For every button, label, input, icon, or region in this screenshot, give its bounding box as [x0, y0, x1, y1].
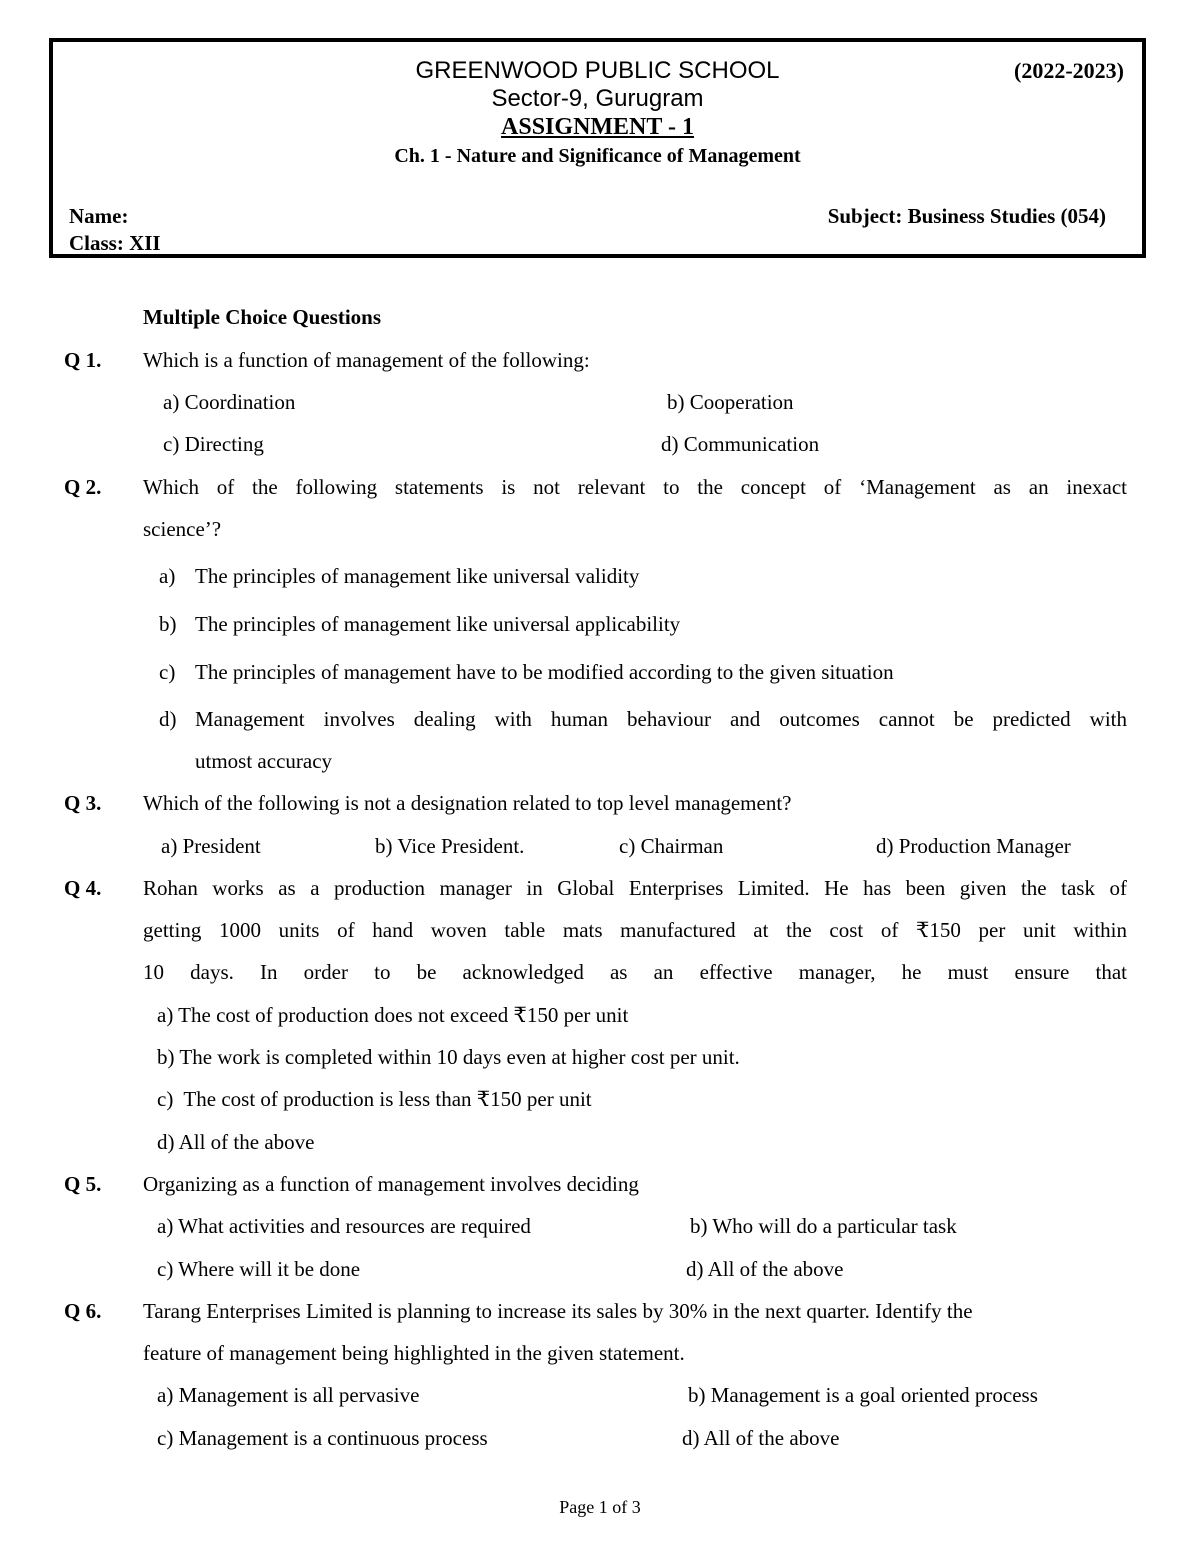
option: The principles of management like universal applicability	[195, 612, 681, 636]
option: a) The cost of production does not exceed ₹150 per unit	[157, 1003, 629, 1027]
question-text: Which of the following statements is not relevant to the concept of ‘Management as an inexact	[143, 475, 1127, 499]
question-text: Which is a function of management of the following:	[143, 348, 590, 372]
option: c) The cost of production is less than ₹150 per unit	[157, 1087, 592, 1111]
option: The principles of management like universal validity	[195, 564, 640, 588]
option: The principles of management have to be modified according to the given situation	[195, 660, 894, 684]
section-title: Multiple Choice Questions	[143, 305, 382, 329]
class-label: Class: XII	[69, 231, 161, 255]
option: b) Cooperation	[667, 390, 794, 414]
option-letter: c)	[159, 660, 176, 684]
option: a) President	[161, 834, 261, 858]
question-text: Which of the following is not a designation related to top level management?	[143, 791, 792, 815]
name-label: Name:	[69, 204, 129, 228]
header-box	[49, 38, 1146, 258]
option: b) The work is completed within 10 days even at higher cost per unit.	[157, 1045, 740, 1069]
question-number: Q 5.	[64, 1172, 102, 1196]
option: d) All of the above	[686, 1257, 844, 1281]
option: a) What activities and resources are required	[157, 1214, 531, 1238]
assignment-title: ASSIGNMENT - 1	[501, 114, 694, 140]
option: d) Production Manager	[876, 834, 1071, 858]
option: c) Chairman	[619, 834, 724, 858]
session-year: (2022-2023)	[1014, 58, 1124, 83]
question-text: 10 days. In order to be acknowledged as an effective manager, he must ensure that	[143, 960, 1127, 984]
question-number: Q 2.	[64, 475, 102, 499]
option: c) Management is a continuous process	[157, 1426, 488, 1450]
question-text: getting 1000 units of hand woven table mats manufactured at the cost of ₹150 per unit within	[143, 918, 1127, 942]
question-text: Tarang Enterprises Limited is planning to increase its sales by 30% in the next quarter. Identify the	[143, 1299, 973, 1323]
option: b) Management is a goal oriented process	[688, 1383, 1038, 1407]
subject-label: Subject: Business Studies (054)	[827, 204, 1106, 228]
option: b) Vice President.	[375, 834, 525, 858]
question-text: Rohan works as a production manager in Global Enterprises Limited. He has been given the task of	[143, 876, 1127, 900]
option-letter: a)	[159, 564, 176, 588]
question-number: Q 1.	[64, 348, 102, 372]
option: c) Directing	[163, 432, 264, 456]
question-number: Q 6.	[64, 1299, 102, 1323]
option: a) Coordination	[163, 390, 296, 414]
option: a) Management is all pervasive	[157, 1383, 420, 1407]
option: c) Where will it be done	[157, 1257, 361, 1281]
school-address: Sector-9, Gurugram	[491, 85, 704, 112]
question-text: feature of management being highlighted in the given statement.	[143, 1341, 685, 1365]
question-text: science’?	[143, 517, 222, 541]
school-name: GREENWOOD PUBLIC SCHOOL	[415, 57, 780, 84]
option: d) All of the above	[157, 1130, 315, 1154]
option: Management involves dealing with human behaviour and outcomes cannot be predicted with	[195, 707, 1127, 731]
option-continued: utmost accuracy	[195, 749, 333, 773]
page-number: Page 1 of 3	[559, 1497, 641, 1517]
option-letter: b)	[159, 612, 177, 636]
option-letter: d)	[159, 707, 177, 731]
question-text: Organizing as a function of management involves deciding	[143, 1172, 639, 1196]
question-number: Q 4.	[64, 876, 102, 900]
option: d) Communication	[661, 432, 820, 456]
option: d) All of the above	[682, 1426, 840, 1450]
chapter-title: Ch. 1 - Nature and Significance of Management	[394, 145, 801, 167]
question-number: Q 3.	[64, 791, 102, 815]
option: b) Who will do a particular task	[690, 1214, 957, 1238]
